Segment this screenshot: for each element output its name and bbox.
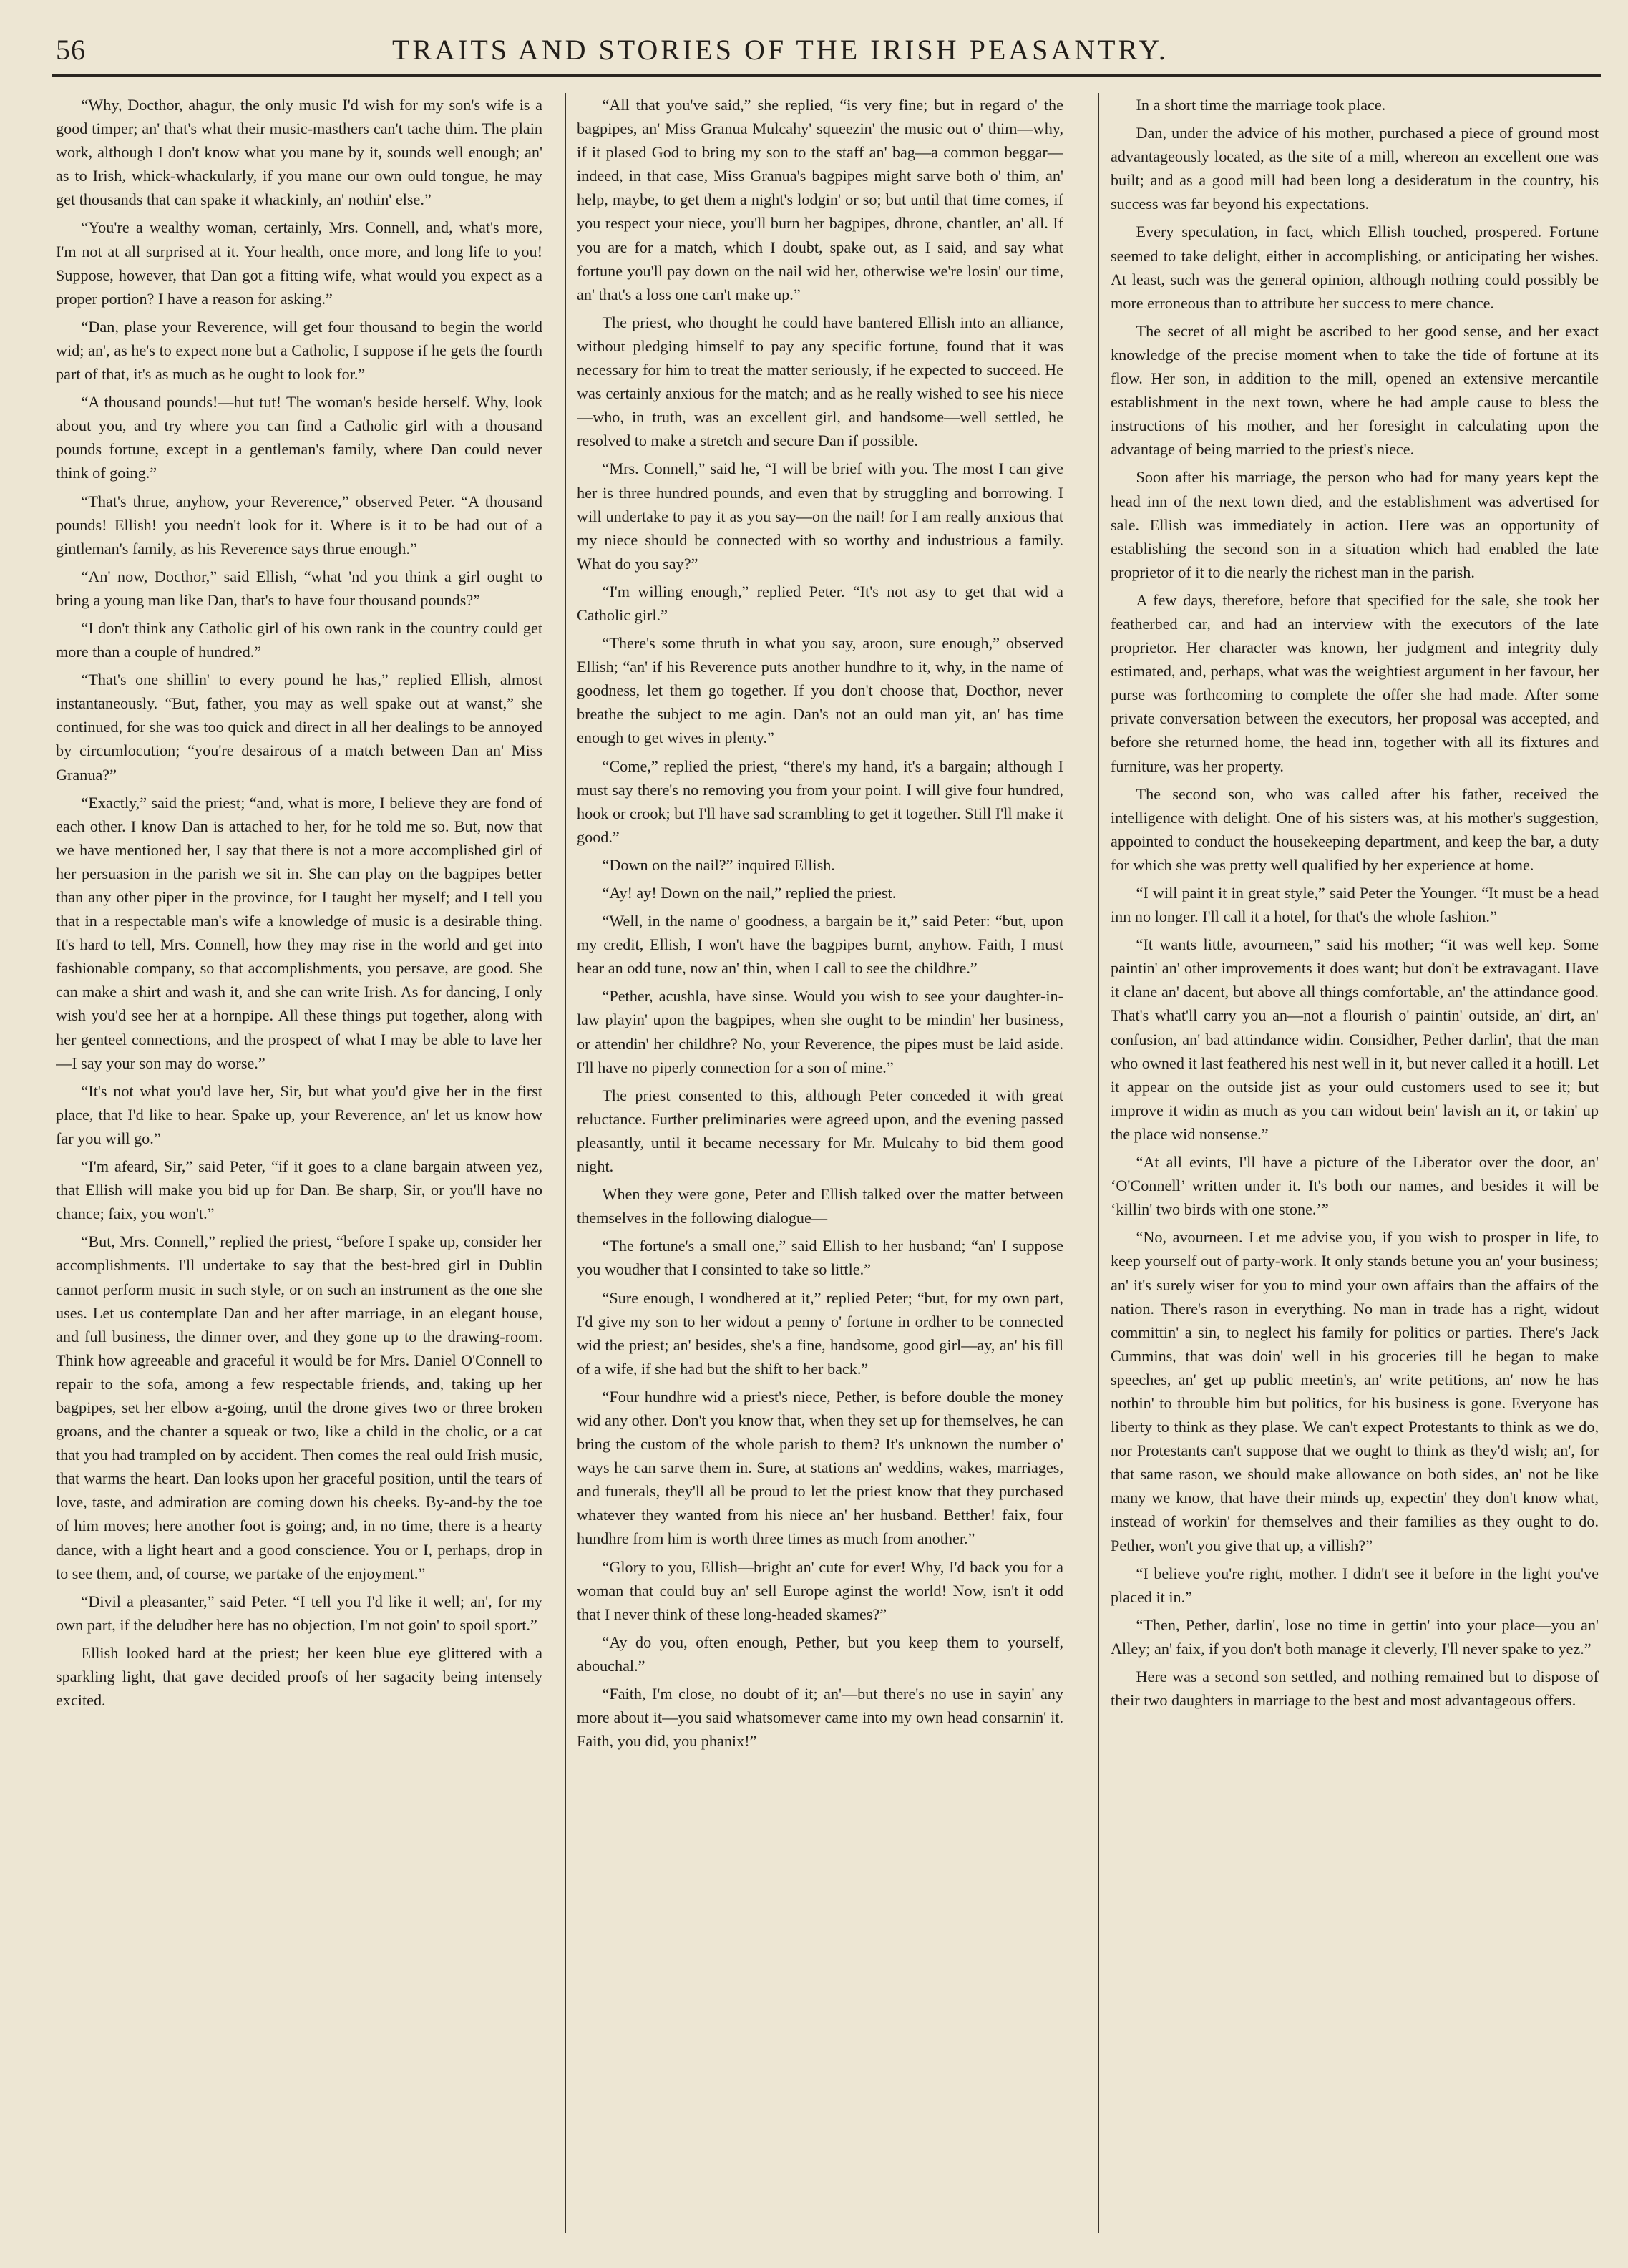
paragraph: “Glory to you, Ellish—bright an' cute for ever! Why, I'd back you for a woman that could buy an' sell Europe aginst the world! Now, isn't it odd that I never think of these long-headed skames?” [577, 1557, 1063, 1623]
paragraph: “Pether, acushla, have sinse. Would you wish to see your daughter-in-law playin' upon the bagpipes, when she ought to be mindin' her business, or attendin' her childhre? No, your Reverence, the pipes must be laid aside. I'll have no piperly connection for a son of mine.” [577, 987, 1063, 1076]
paragraph: “You're a wealthy woman, certainly, Mrs. Connell, and, what's more, I'm not at all surprised at it. Your health, once more, and long life to you! Suppose, however, that Dan got a fitting wife, what would you expect as a proper portion? I have a reason for asking.” [56, 218, 542, 308]
text-column-1 [56, 93, 542, 2233]
paragraph: Here was a second son settled, and nothing remained but to dispose of their two daughters in marriage to the best and most advantageous offers. [1111, 1668, 1599, 1710]
paragraph: “At all evints, I'll have a picture of the Liberator over the door, an' ‘O'Connell’ written under it. It's both our names, and besides it will be ‘killin' two birds with one stone.’” [1111, 1153, 1599, 1219]
paragraph: “I believe you're right, mother. I didn't see it before in the light you've placed it in.” [1111, 1564, 1599, 1606]
paragraph: “That's one shillin' to every pound he has,” replied Ellish, almost instantaneously. “But, father, you may as well spake out at wanst,” she continued, for she was too quick and direct in all her dealings to be annoyed by circumlocution; “you're desairous of a match between Dan an' Miss Granua?” [56, 671, 542, 784]
paragraph: Every speculation, in fact, which Ellish touched, prospered. Fortune seemed to take delight, either in accomplishing, or anticipating her wishes. At least, such was the general opinion, although nothing could possibly be more erroneous than to attribute her success to mere chance. [1111, 223, 1599, 312]
page-number: 56 [56, 34, 86, 66]
paragraph: “All that you've said,” she replied, “is very fine; but in regard o' the bagpipes, an' Miss Granua Mulcahy' squeezin' the music out o' thim—why, if it plased God to bring my son to the staff an' bag—a common beggar—indeed, in that case, Miss Granua's bagpipes might sarve both o' thim, an' help, maybe, to get them a night's lodgin' or so; but until that time comes, if you respect your niece, you'll burn her bagpipes, dhrone, chantler, an' all. If you are for a match, which I doubt, spake out, as I said, and say what fortune you'll pay down on the nail wid her, otherwise we're losin' our time, an' that's a loss one can't make up.” [577, 96, 1063, 303]
paragraph: “But, Mrs. Connell,” replied the priest, “before I spake up, consider her accomplishments. I'll undertake to say that the best-bred girl in Dublin cannot perform music in such style, or on such an instrument as the one she uses. Let us contemplate Dan and her after marriage, in an elegant house, and full business, the dinner over, and they gone up to the drawing-room. Think how agreeable and graceful it would be for Mrs. Daniel O'Connell to repair to the sofa, among a few respectable friends, and, taking up her bagpipes, set her elbow a-going, until the drone gives two or three broken groans, and the chanter a squeak or two, like a child in the cholic, or a cat that you had trampled on by accident. Then comes the real ould Irish music, that warms the heart. Dan looks upon her graceful position, until the tears of love, taste, and admiration are coming down his cheeks. By-and-by the toe of him moves; here another foot is going; and, in no time, there is a hearty dance, with a light heart and a good conscience. You or I, perhaps, drop in to see them, and, of course, we partake of the enjoyment.” [56, 1232, 542, 1582]
paragraph: “An' now, Docthor,” said Ellish, “what 'nd you think a girl ought to bring a young man like Dan, that's to have four thousand pounds?” [56, 567, 542, 609]
paragraph: In a short time the marriage took place. [1136, 96, 1386, 114]
paragraph: “Then, Pether, darlin', lose no time in gettin' into your place—you an' Alley; an' faix, if you don't both manage it cleverly, I'll never spake to yez.” [1111, 1615, 1599, 1658]
paragraph: “Dan, plase your Reverence, will get four thousand to begin the world wid; an', as he's to expect none but a Catholic, I suppose if he gets the fourth part of that, it's as much as he ought to look for.” [56, 317, 542, 384]
paragraph: “No, avourneen. Let me advise you, if you wish to prosper in life, to keep yourself out of party-work. It only stands betune you an' your business; an' it's surely wiser for you to mind your own affairs than the affairs of the nation. There's rason in everything. No man in trade has a right, widout committin' a sin, to neglect his family for politics or parties. There's Jack Cummins, that was doin' well in his groceries till he began to make speeches, an' get up public meetin's, an' write petitions, an' now he has nothin' to throuble him but politics, for his business is gone. Everyone has liberty to think as they plase. We can't expect Protestants to think as we do, nor Protestants can't suppose that we ought to think as they'd wish; an', for that same rason, we should make allowance on both sides, an' not be like many we know, that have their minds up, expectin' they don't know what, instead of workin' for themselves and their families as they ought to do. Pether, won't you give that up, a villish?” [1111, 1228, 1599, 1554]
paragraph: A few days, therefore, before that specified for the sale, she took her featherbed car, and had an interview with the executors of the late proprietor. Her character was known, her judgment and integrity duly estimated, and, perhaps, what was the weightiest argument in her favour, her purse was forthcoming to complete the offer she had made. After some private conversation between the executors, her proposal was accepted, and before she returned home, the head inn, together with all its fixtures and furniture, was her property. [1111, 590, 1599, 775]
paragraph: “Well, in the name o' goodness, a bargain be it,” said Peter: “but, upon my credit, Ellish, I won't have the bagpipes burnt, anyhow. Faith, I must hear an odd tune, now an' thin, when I call to see the childhre.” [577, 912, 1063, 978]
paragraph: “I don't think any Catholic girl of his own rank in the country could get more than a couple of hundred.” [56, 618, 542, 661]
text-column-2 [577, 93, 1063, 2233]
text-column-3 [1111, 93, 1599, 2233]
paragraph: “A thousand pounds!—hut tut! The woman's beside herself. Why, look about you, and try where you can find a Catholic girl with a thousand pounds fortune, except in a gentleman's family, where Dan could never think of going.” [56, 393, 542, 482]
column-divider [565, 93, 566, 2233]
paragraph: “Down on the nail?” inquired Ellish. [602, 855, 835, 874]
paragraph: “Mrs. Connell,” said he, “I will be brief with you. The most I can give her is three hundred pounds, and even that by struggling and borrowing. I will undertake to pay it as you say—on the nail! for I am really anxious that my niece should be connected with so worthy and industrious a family. What do you say?” [577, 459, 1063, 573]
paragraph: “There's some thruth in what you say, aroon, sure enough,” observed Ellish; “an' if his Reverence puts another hundhre to it, why, in the name of goodness, let them go together. If you don't choose that, Docthor, never breathe the subject to me agin. Dan's not an ould man yit, an' has time enough to get wives in plenty.” [577, 634, 1063, 747]
paragraph: “It's not what you'd lave her, Sir, but what you'd give her in the first place, that I'd like to hear. Spake up, your Reverence, an' let us know how far you will go.” [56, 1081, 542, 1147]
paragraph: “Ay do you, often enough, Pether, but you keep them to yourself, abouchal.” [577, 1632, 1063, 1675]
paragraph: “Divil a pleasanter,” said Peter. “I tell you I'd like it well; an', for my own part, if the deludher here has no objection, I'm not goin' to spoil sport.” [56, 1592, 542, 1634]
paragraph: “Faith, I'm close, no doubt of it; an'—but there's no use in sayin' any more about it—you said whatsomever came into my own head consarnin' it. Faith, you did, you phanix!” [577, 1685, 1063, 1751]
paragraph: The secret of all might be ascribed to her good sense, and her exact knowledge of the precise moment when to take the tide of fortune at its flow. Her son, in addition to the mill, opened an extensive mercantile establishment in the next town, where he had ample cause to bless the instructions of his mother, and her foresight in calculating upon the advantage of being married to the priest's niece. [1111, 321, 1599, 459]
paragraph: “Ay! ay! Down on the nail,” replied the priest. [602, 884, 897, 902]
paragraph: “Four hundhre wid a priest's niece, Pether, is before double the money wid any other. Don't you know that, when they set up for themselves, he can bring the custom of the whole parish to them? It's unknown the number o' ways he can sarve them in. Sure, at stations an' weddins, wakes, marriages, and funerals, they'll all be proud to let the priest know that they purchased whatever they wanted from his niece an' her husband. Betther! faix, four hundhre from him is worth three times as much from another.” [577, 1387, 1063, 1548]
paragraph: The priest, who thought he could have bantered Ellish into an alliance, without pledging himself to pay any specific fortune, found that it was necessary for him to treat the matter seriously, if he expected to succeed. He was certainly anxious for the match; and as he really wished to see his niece—who, in truth, was an excellent girl, and handsome—well settled, he resolved to make a stretch and secure Dan if possible. [577, 313, 1063, 450]
paragraph: “Why, Docthor, ahagur, the only music I'd wish for my son's wife is a good timper; an' that's what their music-masthers can't tache thim. The plain work, although I don't know what you mane by it, sounds well enough; an' as to Irish, whick-whackularly, if you mane our own ould tongue, he may get thousands that can spake it whackinly, an' nothin' else.” [56, 96, 542, 209]
paragraph: When they were gone, Peter and Ellish talked over the matter between themselves in the following dialogue— [577, 1185, 1063, 1227]
paragraph: “I'm willing enough,” replied Peter. “It's not asy to get that wid a Catholic girl.” [577, 582, 1063, 624]
paragraph: “That's thrue, anyhow, your Reverence,” observed Peter. “A thousand pounds! Ellish! you needn't look for it. Where is it to be had out of a gintleman's family, as his Reverence says thrue enough.” [56, 492, 542, 558]
paragraph: “It wants little, avourneen,” said his mother; “it was well kep. Some paintin' an' other improvements it does want; but don't be extravagant. Have it clane an' dacent, but above all things comfortable, an' the attindance good. That's what'll carry you an—not a flourish o' paintin' outside, an' dirt, an' confusion, an' bad attindance widin. Considher, Pether darlin', that the man who owned it last feathered his nest well in it, but never called it a hotill. Let it appear on the outside jist as your ould customers used to see it; but improve it widin as much as you can widout bein' lavish an it, or takin' up the place wid nonsense.” [1111, 935, 1599, 1143]
paragraph: “Exactly,” said the priest; “and, what is more, I believe they are fond of each other. I know Dan is attached to her, for he told me so. But, now that we have mentioned her, I say that there is not a more accomplished girl of her persuasion in the parish we sit in. She can play on the bagpipes better than any other piper in the province, for I taught her myself; and I tell you that in a respectable man's wife a knowledge of music is a desirable thing. It's hard to tell, Mrs. Connell, how they may rise in the world and get into fashionable company, so that accomplishments, you persave, are good. She can make a shirt and wash it, and she can write Irish. As for dancing, I only wish you'd see her at a hornpipe. All these things put together, along with her genteel connections, and the prospect of what I may be able to lave her—I say your son may do worse.” [56, 793, 542, 1072]
running-title: TRAITS AND STORIES OF THE IRISH PEASANTRY. [392, 34, 1169, 66]
header-rule [52, 74, 1601, 77]
paragraph: The second son, who was called after his father, received the intelligence with delight. One of his sisters was, at his mother's suggestion, appointed to conduct the housekeeping department, and keep the bar, a duty for which she was pretty well qualified by her experience at home. [1111, 784, 1599, 874]
paragraph: “Come,” replied the priest, “there's my hand, it's a bargain; although I must say there's no removing you from your point. I will give four hundred, hook or crook; but I'll have sad scrambling to get it together. Still I'll make it good.” [577, 756, 1063, 846]
paragraph: “Sure enough, I wondhered at it,” replied Peter; “but, for my own part, I'd give my son to her widout a penny o' fortune in ordher to be connected wid the priest; an' besides, she's a fine, handsome, good girl—ay, an' his fill of a wife, if she had but the shift to her back.” [577, 1288, 1063, 1378]
column-divider [1098, 93, 1099, 2233]
paragraph: Dan, under the advice of his mother, purchased a piece of ground most advantageously located, as the site of a mill, whereon an excellent one was built; and as a good mill had been long a desideratum in the country, his success was far beyond his expectations. [1111, 124, 1599, 213]
paragraph: Ellish looked hard at the priest; her keen blue eye glittered with a sparkling light, that gave decided proofs of her sagacity being intensely excited. [56, 1643, 542, 1710]
paragraph: The priest consented to this, although Peter conceded it with great reluctance. Further preliminaries were agreed upon, and the evening passed pleasantly, until it became necessary for Mr. Mulcahy to bid them good night. [577, 1086, 1063, 1176]
paragraph: “I'm afeard, Sir,” said Peter, “if it goes to a clane bargain atween yez, that Ellish will make you bid up for Dan. Be sharp, Sir, or you'll have no chance; faix, you won't.” [56, 1157, 542, 1223]
paragraph: Soon after his marriage, the person who had for many years kept the head inn of the next town died, and the establishment was advertised for sale. Ellish was immediately in action. Here was an opportunity of establishing the second son in a situation which had enabled the late proprietor of it to die nearly the richest man in the parish. [1111, 468, 1599, 581]
paragraph: “I will paint it in great style,” said Peter the Younger. “It must be a head inn no longer. I'll call it a hotel, for that's the whole fashion.” [1111, 884, 1599, 926]
page-header [56, 30, 1601, 67]
paragraph: “The fortune's a small one,” said Ellish to her husband; “an' I suppose you woudher that I consinted to take so little.” [577, 1237, 1063, 1279]
